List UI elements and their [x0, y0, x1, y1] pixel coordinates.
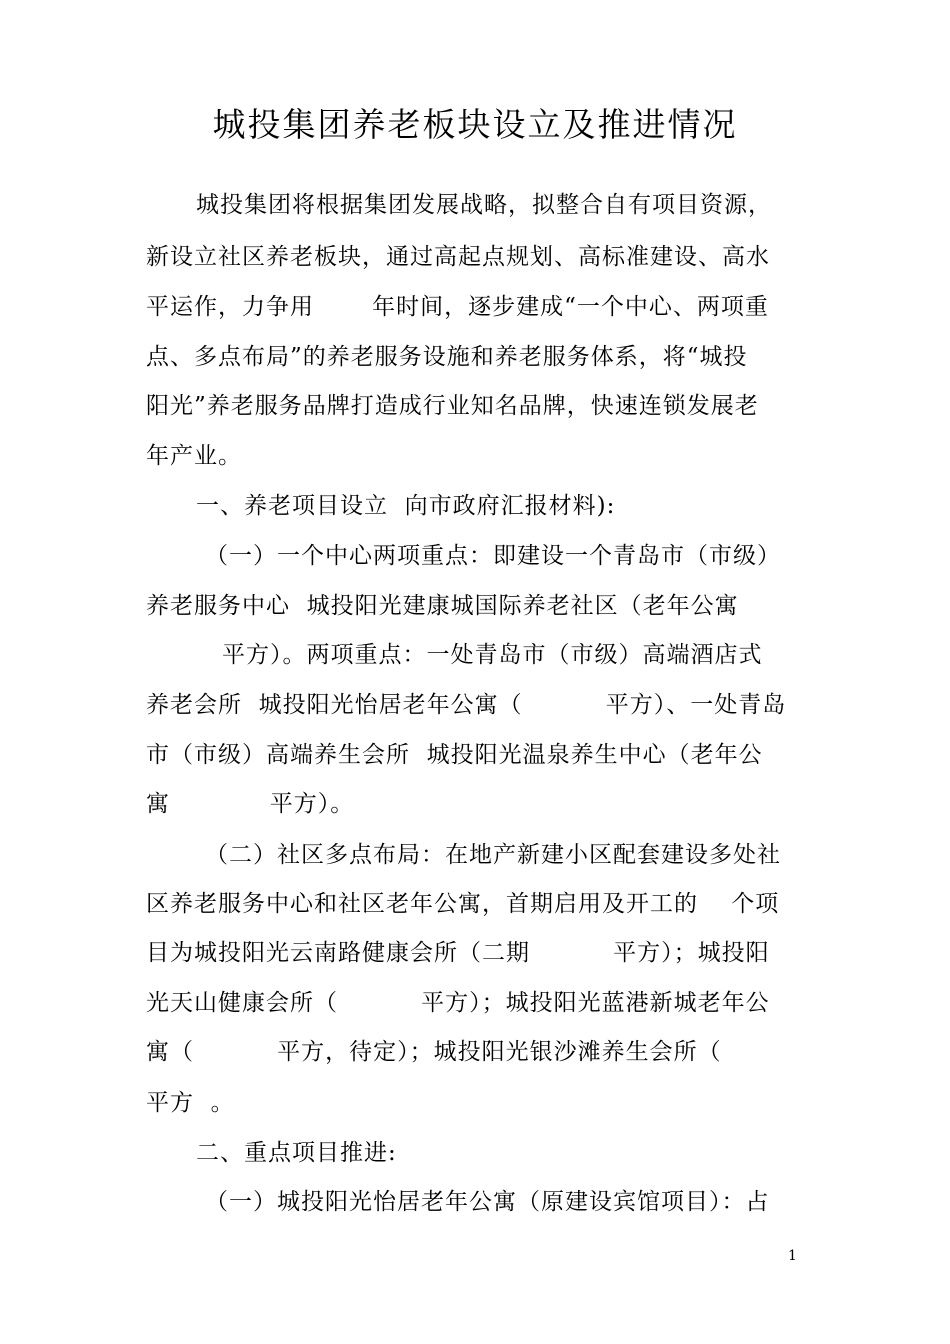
- paragraph-line: 目为城投阳光云南路健康会所（二期 平方）；城投阳: [146, 940, 770, 966]
- paragraph-line: 点、多点布局”的养老服务设施和养老服务体系，将“城投: [146, 344, 748, 370]
- paragraph-line: 新设立社区养老板块，通过高起点规划、高标准建设、高水: [146, 244, 770, 270]
- document-title: 城投集团养老板块设立及推进情况: [212, 105, 738, 144]
- paragraph-line: （一）城投阳光怡居老年公寓（原建设宾馆项目）：占: [205, 1189, 770, 1215]
- paragraph-line: 光天山健康会所（ 平方）；城投阳光蓝港新城老年公: [146, 990, 770, 1016]
- paragraph-line: （一）一个中心两项重点：即建设一个青岛市（市级）: [205, 543, 781, 569]
- paragraph-line: 寓 平方）。: [146, 791, 355, 817]
- paragraph-line: 养老会所 城投阳光怡居老年公寓（ 平方）、一处青岛: [146, 692, 787, 718]
- paragraph-line: 城投集团将根据集团发展战略，拟整合自有项目资源，: [196, 192, 772, 218]
- paragraph-line: 区养老服务中心和社区老年公寓，首期启用及开工的 个项: [146, 891, 780, 917]
- paragraph-line: 平方 。: [146, 1090, 235, 1116]
- paragraph-line: 阳光”养老服务品牌打造成行业知名品牌，快速连锁发展老: [146, 393, 759, 419]
- paragraph-line: 寓（ 平方，待定）；城投阳光银沙滩养生会所（: [146, 1039, 722, 1065]
- paragraph-line: 养老服务中心 城投阳光建康城国际养老社区（老年公寓: [146, 593, 739, 619]
- paragraph-line: （二）社区多点布局：在地产新建小区配套建设多处社: [205, 842, 781, 868]
- paragraph-line: 年产业。: [146, 443, 242, 469]
- section-heading: 二、重点项目推进:: [196, 1140, 397, 1166]
- page-number: 1: [788, 1248, 797, 1264]
- paragraph-line: 平方）。两项重点：一处青岛市（市级）高端酒店式: [222, 642, 763, 668]
- paragraph-line: 市（市级）高端养生会所 城投阳光温泉养生中心（老年公: [146, 742, 763, 768]
- section-heading: 一、养老项目设立 向市政府汇报材料):: [196, 493, 616, 519]
- paragraph-line: 平运作，力争用 年时间，逐步建成“一个中心、两项重: [146, 294, 769, 320]
